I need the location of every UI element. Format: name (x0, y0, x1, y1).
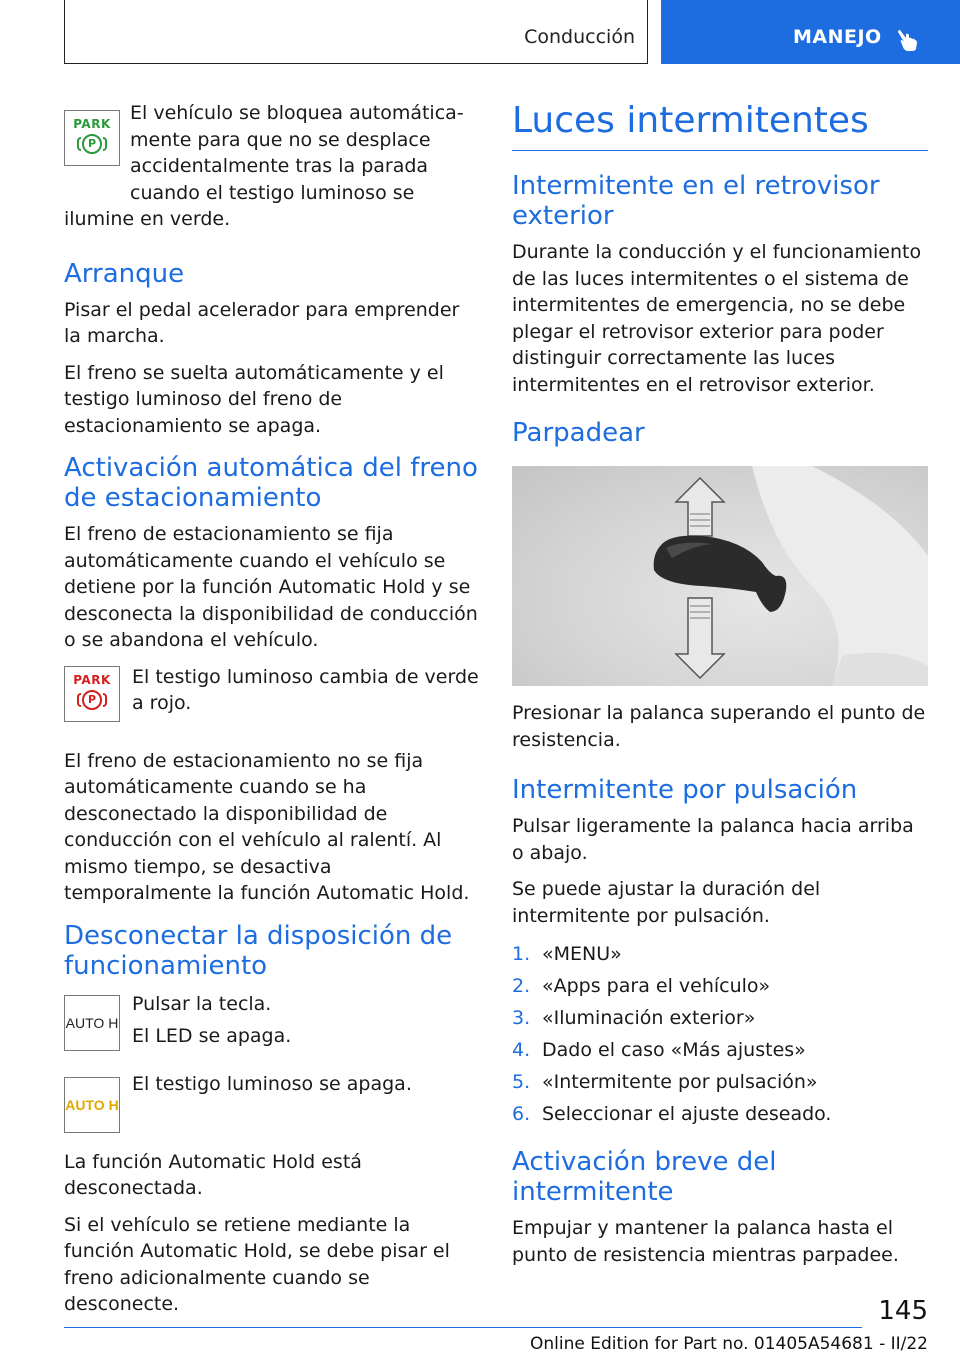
parpadear-paragraph: Presionar la palanca superando el punto de resistencia. (512, 702, 926, 751)
retrovisor-heading: Intermitente en el retrovisor exterior (512, 171, 880, 231)
parpadear-heading: Parpadear (512, 418, 645, 448)
breve-paragraph: Empujar y mantener la palanca hasta el punto de resistencia mientras parpadee. (512, 1217, 899, 1266)
pulsacion-paragraph-1: Pulsar ligeramente la palanca hacia arriba o abajo. (512, 815, 914, 864)
footer-rule (64, 1327, 862, 1328)
arranque-heading: Arranque (64, 258, 185, 289)
arranque-paragraph-1: Pisar el pedal acelerador para emprender la marcha. (64, 298, 460, 347)
pulsacion-paragraph-2: Se puede ajustar la duración del intermitente por pulsación. (512, 878, 821, 927)
list-item: 6. Seleccionar el ajuste deseado. (512, 1103, 832, 1125)
intro-text: El vehículo se bloquea automáticamente para que no se desplace accidentalmente tras la parada cuando el testigo luminoso se ilumine en verde. (64, 102, 464, 230)
desconectar-heading: Desconectar la disposición de funcionamiento (64, 920, 453, 981)
arranque-paragraph-2: El freno se suelta automáticamente y el testigo luminoso del freno de estacionamiento se apaga. (64, 361, 444, 437)
park-green-icon: PARK P (64, 110, 120, 166)
activacion-paragraph-2: El freno de estacionamiento no se fija automáticamente cuando se ha desconectado la disponibilidad de conducción con el vehículo al ralentí. Al mismo tiempo, se desactiva temporalmente la función Automatic Hold. (64, 749, 470, 904)
autoh-yellow-icon: AUTO H (64, 1077, 120, 1133)
retrovisor-paragraph: Durante la conducción y el funcionamiento de las luces intermitentes o el sistema de intermitentes de emergencia, no se debe plegar el retrovisor exterior para poder distinguir correctamente las luces intermitentes en el retrovisor exterior. (512, 241, 922, 396)
list-item: 1. «MENU» (512, 943, 622, 965)
desconectar-paragraph-2: Si el vehículo se retiene mediante la función Automatic Hold, se debe pisar el freno adicionalmente cuando se desconecte. (64, 1213, 450, 1315)
footer-edition: Online Edition for Part no. 01405A54681 - II/22 (529, 1334, 928, 1354)
autoh-paragraph-2: El LED se apaga. (132, 1025, 292, 1047)
main-heading: Luces intermitentes (512, 100, 869, 141)
activacion-icon-block (64, 664, 480, 738)
park-red-icon: PARK P (64, 666, 120, 722)
pointing-hand-icon (897, 28, 919, 52)
autoh-button-block (64, 991, 480, 1059)
page-number: 145 (878, 1296, 928, 1326)
list-item: 4. Dado el caso «Más ajustes» (512, 1039, 806, 1061)
intro-block (64, 100, 480, 233)
header-section-title: Conducción (524, 26, 635, 48)
pulsacion-heading: Intermitente por pulsación (512, 775, 858, 805)
desconectar-paragraph-1: La función Automatic Hold está desconectada. (64, 1150, 362, 1199)
activacion-icon-text: El testigo luminoso cambia de verde a rojo. (132, 665, 479, 714)
autoh-paragraph-1: Pulsar la tecla. (132, 992, 272, 1015)
list-item: 5. «Intermitente por pulsación» (512, 1071, 818, 1093)
left-column (64, 100, 480, 1328)
activacion-paragraph-1: El freno de estacionamiento se fija automáticamente cuando el vehículo se detiene por la función Automatic Hold y se desconecta la disponibilidad de conducción o se abandona el vehículo. (64, 523, 478, 651)
autoh-indicator-text: El testigo luminoso se apaga. (132, 1072, 412, 1095)
autoh-button-icon: AUTO H (64, 995, 120, 1051)
autoh-indicator-block (64, 1071, 480, 1141)
list-item: 2. «Apps para el vehículo» (512, 975, 771, 997)
header-section-tab (64, 0, 648, 64)
lever-illustration-graphic (512, 466, 928, 686)
activacion-heading: Activación automática del freno de estacionamiento (64, 453, 478, 513)
right-column (512, 100, 928, 1278)
header-chapter-title: MANEJO (793, 26, 882, 48)
turn-signal-lever-illustration (512, 466, 928, 686)
main-heading-rule (512, 150, 928, 151)
pulsacion-steps-list (512, 941, 928, 1127)
breve-heading: Activación breve del intermitente (512, 1147, 777, 1207)
header-chapter-tab (661, 0, 960, 64)
list-item: 3. «Iluminación exterior» (512, 1007, 756, 1029)
